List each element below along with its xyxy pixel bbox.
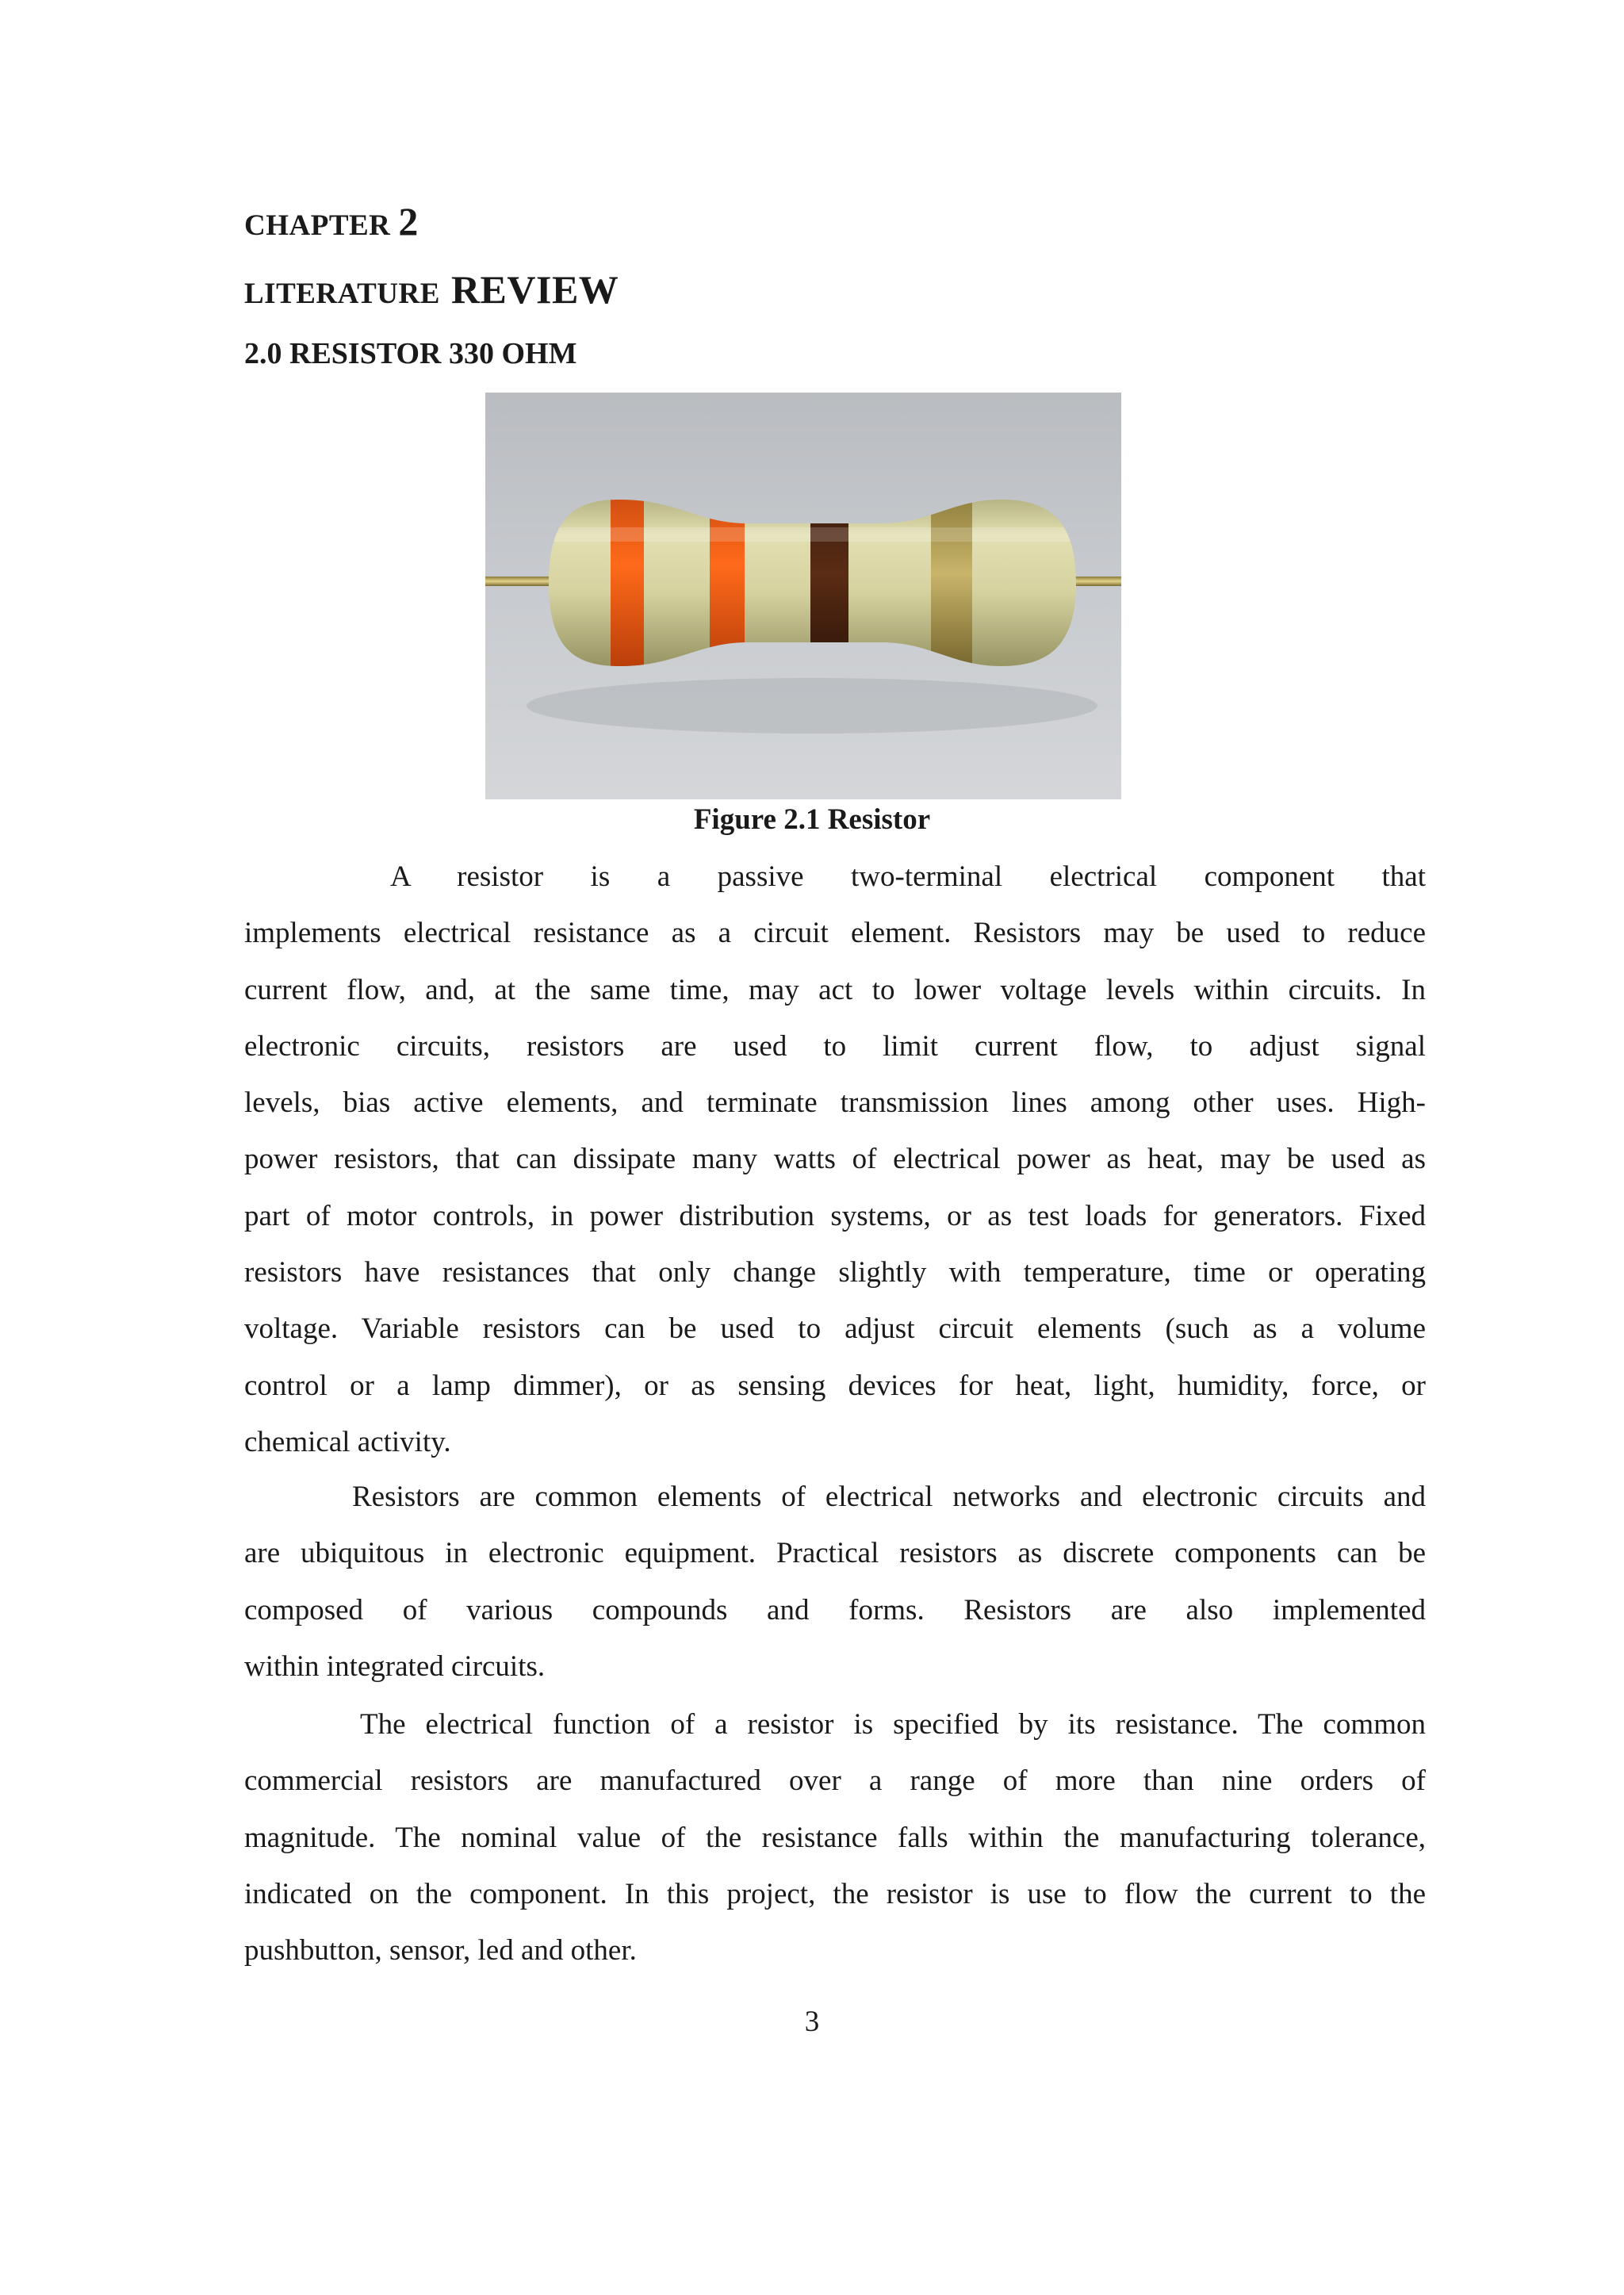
figure-caption: Figure 2.1 Resistor <box>693 803 931 836</box>
paragraph-3 <box>244 1696 1426 1979</box>
paragraph-line: part of motor controls, in power distribution systems, or as test loads for generators. Fixed <box>244 1199 1426 1232</box>
paragraph-line: within integrated circuits. <box>244 1649 546 1683</box>
paragraph-line: chemical activity. <box>244 1425 451 1458</box>
paragraph-line: implements electrical resistance as a circuit element. Resistors may be used to reduce <box>244 917 1426 950</box>
chapter-title <box>244 266 619 312</box>
paragraph-line: resistors have resistances that only change slightly with temperature, time or operating <box>244 1256 1426 1289</box>
paragraph-line: Resistors are common elements of electrical networks and electronic circuits and <box>352 1481 1426 1513</box>
paragraph-line: are ubiquitous in electronic equipment. Practical resistors as discrete components can be <box>244 1537 1426 1570</box>
paragraph-line: The electrical function of a resistor is specified by its resistance. The common <box>360 1708 1426 1741</box>
paragraph-2 <box>244 1469 1426 1695</box>
paragraph-line: electronic circuits, resistors are used to limit current flow, to adjust signal <box>244 1029 1426 1063</box>
paragraph-line: pushbutton, sensor, led and other. <box>244 1934 637 1967</box>
paragraph-line: A resistor is a passive two-terminal electrical component that <box>390 860 1426 893</box>
paragraph-line: control or a lamp dimmer), or as sensing devices for heat, light, humidity, force, or <box>244 1369 1426 1402</box>
paragraph-line: voltage. Variable resistors can be used to adjust circuit elements (such as a volume <box>244 1312 1426 1346</box>
resistor-photo <box>485 393 1121 799</box>
paragraph-line: commercial resistors are manufactured over a range of more than nine orders of <box>244 1764 1426 1798</box>
chapter-label: CHAPTER <box>244 209 391 242</box>
chapter-heading <box>244 198 419 244</box>
paragraph-line: composed of various compounds and forms. Resistors are also implemented <box>244 1593 1426 1626</box>
chapter-title-small: LITERATURE <box>244 278 440 310</box>
paragraph-1 <box>244 849 1426 1470</box>
section-title: 2.0 RESISTOR 330 OHM <box>244 337 577 370</box>
paragraph-line: indicated on the component. In this project, the resistor is use to flow the current to the <box>244 1877 1426 1910</box>
paragraph-line: levels, bias active elements, and terminate transmission lines among other uses. High- <box>244 1086 1426 1120</box>
chapter-number: 2 <box>398 199 419 243</box>
paragraph-line: current flow, and, at the same time, may act to lower voltage levels within circuits. In <box>244 973 1426 1006</box>
paragraph-line: power resistors, that can dissipate many watts of electrical power as heat, may be used as <box>244 1143 1426 1176</box>
page-number: 3 <box>804 2006 820 2038</box>
chapter-title-big: REVIEW <box>450 267 619 312</box>
paragraph-line: magnitude. The nominal value of the resistance falls within the manufacturing tolerance, <box>244 1821 1426 1854</box>
